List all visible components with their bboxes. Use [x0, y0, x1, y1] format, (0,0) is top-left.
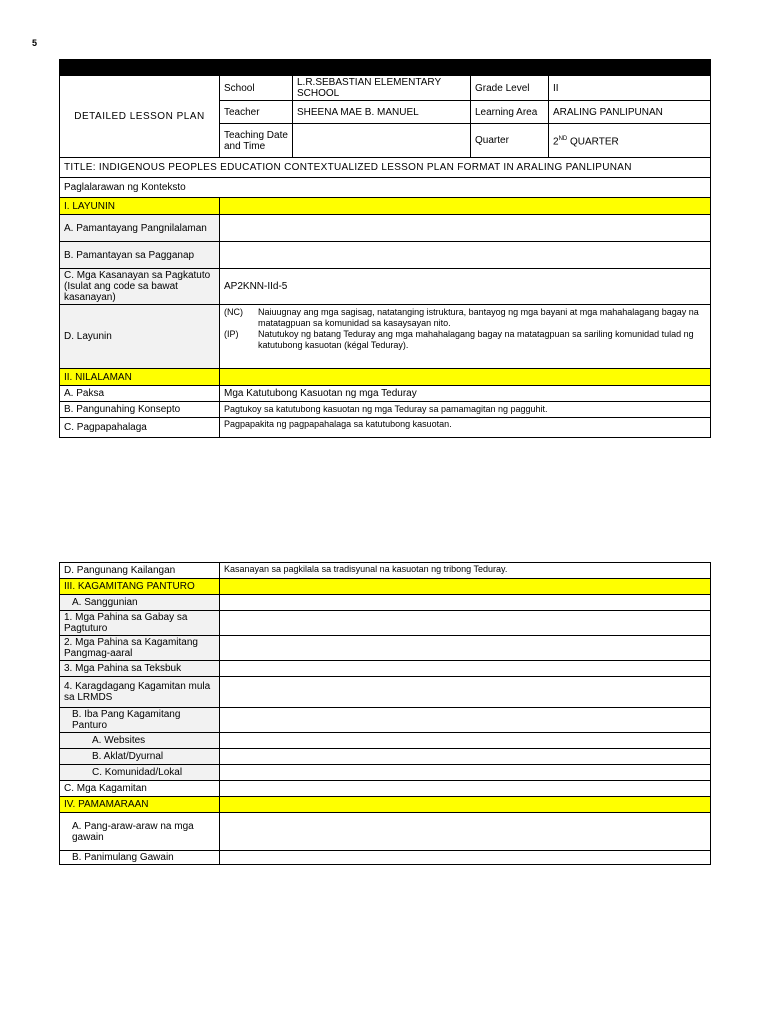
area-value: ARALING PANLIPUNAN: [549, 101, 711, 124]
title-row: TITLE: INDIGENOUS PEOPLES EDUCATION CONTEXTUALIZED LESSON PLAN FORMAT IN ARALING PANLIPUNAN: [60, 158, 711, 178]
sec1-a-label: A. Pamantayang Pangnilalaman: [60, 215, 220, 242]
school-label: School: [220, 76, 293, 101]
context-row: Paglalarawan ng Konteksto: [60, 178, 711, 198]
datetime-label: Teaching Date and Time: [220, 124, 293, 158]
sec3-heading: III. KAGAMITANG PANTURO: [60, 579, 220, 595]
lesson-plan-table-top: [59, 59, 711, 438]
sec2-c-label: C. Pagpapahalaga: [60, 418, 220, 438]
teacher-value: SHEENA MAE B. MANUEL: [293, 101, 471, 124]
area-label: Learning Area: [471, 101, 549, 124]
sec2-b-label: B. Pangunahing Konsepto: [60, 402, 220, 418]
lesson-plan-table-bottom: [59, 562, 711, 865]
black-header-bar: [60, 60, 711, 76]
pre-req-label: D. Pangunang Kailangan: [60, 563, 220, 579]
sec1-b-value: [220, 242, 711, 269]
sec1-b-label: B. Pamantayan sa Pagganap: [60, 242, 220, 269]
teacher-guide-pages: 1. Mga Pahina sa Gabay sa Pagtuturo: [60, 611, 220, 636]
sec2-a-value: Mga Katutubong Kasuotan ng mga Teduray: [220, 386, 711, 402]
opening-activity-label: B. Panimulang Gawain: [60, 851, 220, 865]
teacher-label: Teacher: [220, 101, 293, 124]
datetime-value: [293, 124, 471, 158]
sec4-heading: IV. PAMAMARAAN: [60, 797, 220, 813]
page-number: 5: [32, 38, 38, 48]
quarter-value: 2ND QUARTER: [549, 124, 711, 158]
sec1-d-label: D. Layunin: [60, 305, 220, 369]
sec1-a-value: [220, 215, 711, 242]
quarter-label: Quarter: [471, 124, 549, 158]
textbook-pages: 3. Mga Pahina sa Teksbuk: [60, 661, 220, 677]
objective-ip: (IP) Natutukoy ng batang Teduray ang mga mahahalagang bagay na matatagpuan sa sariling komunidad tulad ng katutubong kasuotan (kégal Teduray).: [224, 329, 694, 350]
doc-title: DETAILED LESSON PLAN: [60, 76, 220, 158]
books-journals-label: B. Aklat/Dyurnal: [60, 749, 220, 765]
websites-label: A. Websites: [60, 733, 220, 749]
sec1-heading: I. LAYUNIN: [60, 198, 220, 215]
grade-value: II: [549, 76, 711, 101]
materials-label: C. Mga Kagamitan: [60, 781, 220, 797]
sec1-c-label: C. Mga Kasanayan sa Pagkatuto (Isulat ang code sa bawat kasanayan): [60, 269, 220, 305]
sec2-b-value: Pagtukoy sa katutubong kasuotan ng mga Teduray sa pamamagitan ng pagguhit.: [220, 402, 711, 418]
sec1-d-value: [220, 305, 711, 369]
objective-nc: (NC) Naiuugnay ang mga sagisag, natatanging istruktura, bantayog ng mga bayani at mga mahahalagang bagay na matatagpuan sa komunidad sa kasaysayan nito.: [224, 307, 699, 328]
sec1-c-value: AP2KNN-IId-5: [220, 269, 711, 305]
sec2-c-value: Pagpapakita ng pagpapahalaga sa katutubong kasuotan.: [220, 418, 711, 438]
daily-routine-label: A. Pang-araw-araw na mga gawain: [60, 813, 220, 851]
learner-material-pages: 2. Mga Pahina sa Kagamitang Pangmag-aaral: [60, 636, 220, 661]
sec2-a-label: A. Paksa: [60, 386, 220, 402]
sec2-heading: II. NILALAMAN: [60, 369, 220, 386]
other-materials-label: B. Iba Pang Kagamitang Panturo: [60, 708, 220, 733]
lrmds-materials: 4. Karagdagang Kagamitan mula sa LRMDS: [60, 677, 220, 708]
references-label: A. Sanggunian: [60, 595, 220, 611]
community-local-label: C. Komunidad/Lokal: [60, 765, 220, 781]
grade-label: Grade Level: [471, 76, 549, 101]
pre-req-value: Kasanayan sa pagkilala sa tradisyunal na kasuotan ng tribong Teduray.: [220, 563, 711, 579]
school-value: L.R.SEBASTIAN ELEMENTARY SCHOOL: [293, 76, 471, 101]
